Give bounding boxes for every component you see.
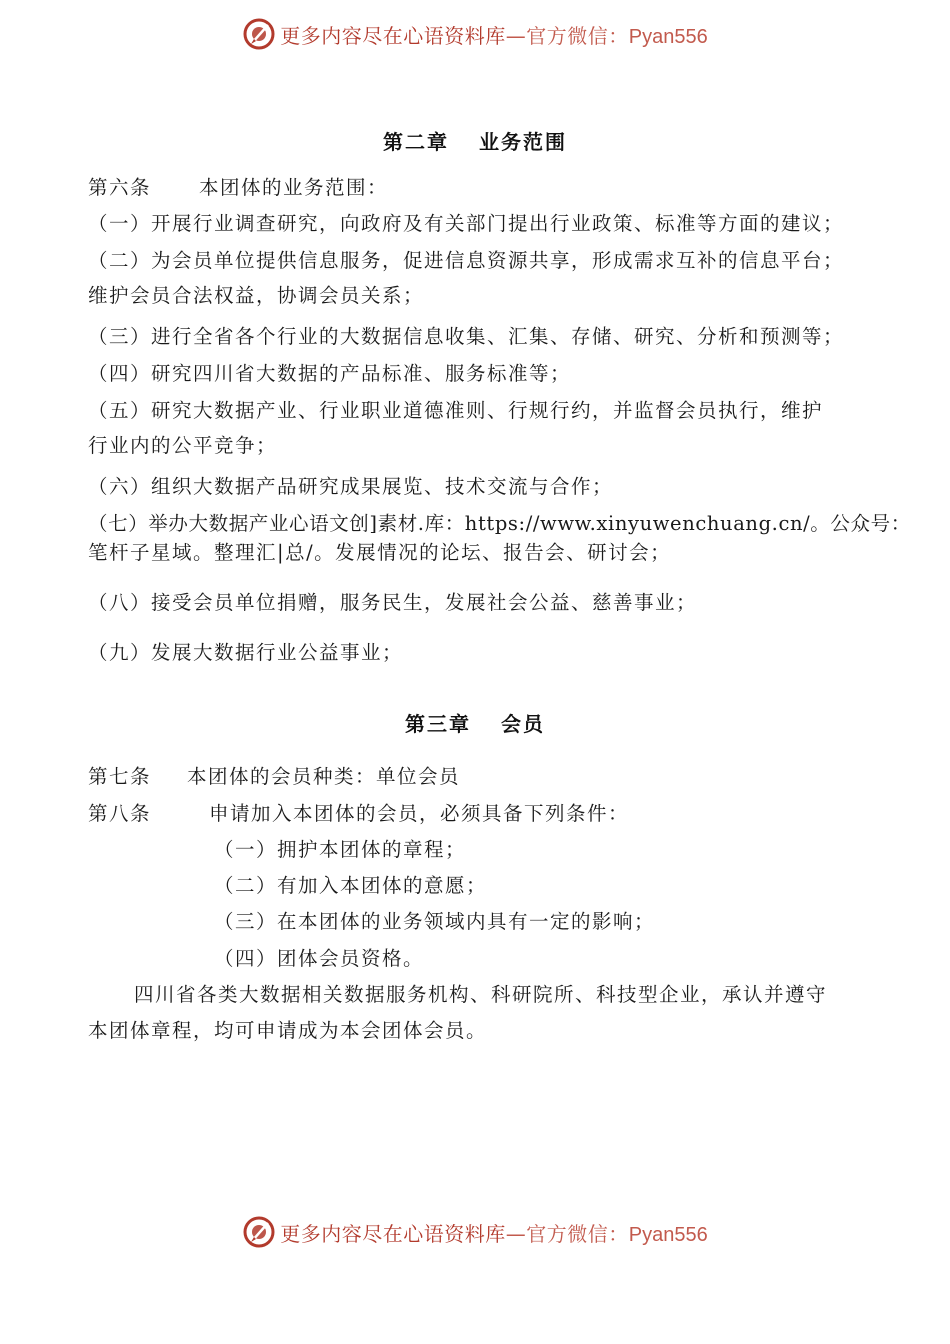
banner-text [280, 1218, 707, 1247]
banner-wechat-id: Pyan556 [628, 25, 708, 48]
banner-main: 更多内容尽在心语资料库 [280, 23, 506, 48]
article8-text: 申请加入本团体的会员，必须具备下列条件： [209, 802, 630, 825]
article7-text: 本团体的会员种类：单位会员 [187, 765, 461, 788]
article6-label: 第六条 [88, 176, 152, 199]
banner-wechat-label: 官方微信： [526, 23, 629, 48]
scope-item-2-cont: 维护会员合法权益，协调会员关系； [88, 284, 425, 307]
scope-item-7-cont: 笔杆子星域。整理汇|总/。发展情况的论坛、报告会、研讨会； [88, 541, 672, 564]
article7-label: 第七条 [88, 765, 152, 788]
article6-text: 本团体的业务范围： [199, 176, 389, 199]
scope-item-4: （四）研究四川省大数据的产品标准、服务标准等； [88, 362, 572, 385]
banner-wechat-id: Pyan556 [628, 1223, 708, 1246]
article6-line [88, 174, 388, 202]
header-banner [0, 14, 950, 54]
condition-1: （一）拥护本团体的章程； [214, 838, 467, 861]
condition-4: （四）团体会员资格。 [214, 947, 425, 970]
chapter3-label: 第三章 [405, 712, 471, 736]
scope-item-8: （八）接受会员单位捐赠，服务民生，发展社会公益、慈善事业； [88, 591, 698, 614]
scope-item-2: （二）为会员单位提供信息服务，促进信息资源共享，形成需求互补的信息平台； [88, 249, 845, 272]
article8-label: 第八条 [88, 802, 152, 825]
scope-item-7: （七）举办大数据产业心语文创]素材.库：https://www.xinyuwenchuang.cn/。公众号： [88, 512, 911, 535]
article7-line [88, 763, 460, 791]
closing-paragraph-line1: 四川省各类大数据相关数据服务机构、科研院所、科技型企业，承认并遵守 [134, 983, 828, 1006]
chapter2-heading [0, 126, 950, 155]
scope-item-5: （五）研究大数据产业、行业职业道德准则、行规行约，并监督会员执行，维护 [88, 399, 824, 422]
banner-main: 更多内容尽在心语资料库 [280, 1221, 506, 1246]
banner-text [280, 20, 707, 49]
chapter2-title: 业务范围 [479, 130, 567, 154]
closing-paragraph-line2: 本团体章程，均可申请成为本会团体会员。 [88, 1019, 488, 1042]
footer-banner [0, 1212, 950, 1252]
scope-item-5-cont: 行业内的公平竞争； [88, 434, 278, 457]
chapter2-label: 第二章 [383, 130, 449, 154]
chapter3-title: 会员 [501, 712, 545, 736]
scope-item-9: （九）发展大数据行业公益事业； [88, 641, 404, 664]
chapter3-heading [0, 708, 950, 737]
banner-dash: — [505, 23, 527, 48]
scope-item-6: （六）组织大数据产品研究成果展览、技术交流与合作； [88, 475, 614, 498]
brand-logo-icon [242, 1215, 276, 1249]
scope-item-3: （三）进行全省各个行业的大数据信息收集、汇集、存储、研究、分析和预测等； [88, 325, 845, 348]
scope-item-1: （一）开展行业调查研究，向政府及有关部门提出行业政策、标准等方面的建议； [88, 212, 845, 235]
banner-dash: — [505, 1221, 527, 1246]
banner-wechat-label: 官方微信： [526, 1221, 629, 1246]
article8-line [88, 800, 629, 828]
condition-2: （二）有加入本团体的意愿； [214, 874, 488, 897]
brand-logo-icon [242, 17, 276, 51]
condition-3: （三）在本团体的业务领域内具有一定的影响； [214, 910, 656, 933]
